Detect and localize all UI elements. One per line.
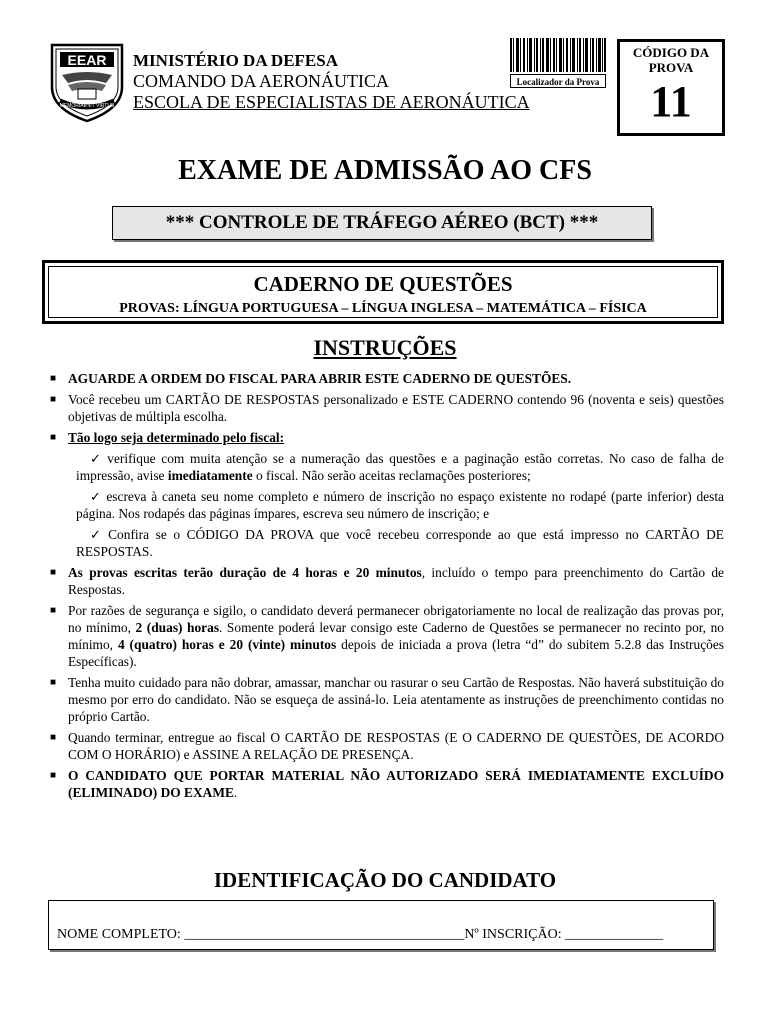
- exam-code-label: CÓDIGO DA PROVA: [632, 45, 710, 75]
- booklet-title: CADERNO DE QUESTÕES: [253, 272, 513, 296]
- sub-item: ✓ escreva à caneta seu nome completo e número de inscrição no espaço existente no rodapé (parte inferior) desta página. Nos rodapés das páginas ímpares, escreva seu número de inscrição; e: [76, 489, 724, 521]
- bullet-icon: ■: [50, 732, 57, 743]
- sub-item: ✓ Confira se o CÓDIGO DA PROVA que você recebeu corresponde ao que está impresso no CARTÃO DE RESPOSTAS.: [76, 527, 724, 559]
- registration-field[interactable]: ______________: [565, 927, 664, 942]
- checkmark-icon: ✓: [90, 451, 104, 466]
- org-line-ministry: MINISTÉRIO DA DEFESA: [133, 51, 338, 70]
- registration-label: Nº INSCRIÇÃO:: [464, 927, 562, 942]
- exam-code-box: [617, 39, 725, 136]
- identification-heading: IDENTIFICAÇÃO DO CANDIDATO: [213, 868, 557, 892]
- list-item: ■ Por razões de segurança e sigilo, o candidato deverá permanecer obrigatoriamente no local de realização das provas por, no mínimo, 2 (duas) horas. Somente poderá levar consigo este Caderno de Questões se permanecer no recinto por, no mínimo, 4 (quatro) horas e 20 (vinte) minutos depois de iniciada a prova (letra “d” do subitem 5.2.8 das Instruções Específicas).: [50, 603, 725, 669]
- org-line-school: ESCOLA DE ESPECIALISTAS DE AERONÁUTICA: [133, 92, 530, 112]
- list-item: ■ Você recebeu um CARTÃO DE RESPOSTAS personalizado e ESTE CADERNO contendo 96 (noventa e seis) questões objetivas de múltipla escolha.: [50, 392, 724, 424]
- exam-subtitle: *** CONTROLE DE TRÁFEGO AÉREO (BCT) ***: [112, 206, 652, 240]
- checkmark-icon: ✓: [90, 489, 103, 504]
- bullet-icon: ■: [50, 605, 57, 616]
- exam-title: EXAME DE ADMISSÃO AO CFS: [178, 155, 592, 186]
- list-item: ■ Tão logo seja determinado pelo fiscal:: [50, 430, 285, 445]
- svg-text:EEAR: EEAR: [67, 52, 107, 68]
- list-item: ■ As provas escritas terão duração de 4 horas e 20 minutos, incluído o tempo para preenchimento do Cartão de Respostas.: [50, 565, 724, 597]
- barcode: [510, 38, 606, 72]
- identification-box: [48, 900, 714, 950]
- list-item: ■ O CANDIDATO QUE PORTAR MATERIAL NÃO AUTORIZADO SERÁ IMEDIATAMENTE EXCLUÍDO (ELIMINADO) DO EXAME.: [50, 768, 724, 800]
- booklet-box: [42, 260, 724, 324]
- list-item: ■ Tenha muito cuidado para não dobrar, amassar, manchar ou rasurar o seu Cartão de Respostas. Não haverá substituição do mesmo por erro do candidato. Não se esqueça de assiná-lo. Leia atentamente as instruções de preenchimento contidas no próprio Cartão.: [50, 675, 724, 724]
- list-item: ■ AGUARDE A ORDEM DO FISCAL PARA ABRIR ESTE CADERNO DE QUESTÕES.: [50, 371, 572, 386]
- bullet-icon: ■: [50, 373, 57, 384]
- org-line-command: COMANDO DA AERONÁUTICA: [133, 71, 390, 91]
- eear-logo: [48, 43, 126, 123]
- checkmark-icon: ✓: [90, 527, 105, 542]
- exam-code-number: 11: [650, 77, 692, 126]
- sub-item: ✓ verifique com muita atenção se a numeração das questões e a paginação estão corretas. No caso de falha de impressão, avise imediatamente o fiscal. Não serão aceitas reclamações posteriores;: [76, 451, 724, 483]
- bullet-icon: ■: [50, 770, 57, 781]
- name-field[interactable]: ________________________________________: [184, 927, 465, 942]
- list-item: ■ Quando terminar, entregue ao fiscal O CARTÃO DE RESPOSTAS (E O CADERNO DE QUESTÕES, DE ACORDO COM O HORÁRIO) e ASSINE A RELAÇÃO DE PRESENÇA.: [50, 730, 724, 762]
- bullet-icon: ■: [50, 394, 57, 405]
- booklet-subjects: PROVAS: LÍNGUA PORTUGUESA – LÍNGUA INGLESA – MATEMÁTICA – FÍSICA: [119, 301, 647, 316]
- instructions-list: [48, 370, 724, 805]
- bullet-icon: ■: [50, 567, 57, 578]
- bullet-icon: ■: [50, 677, 57, 688]
- bullet-icon: ■: [50, 432, 57, 443]
- name-label: NOME COMPLETO:: [57, 927, 181, 942]
- svg-text:MEMORIAE ET VIRTUS: MEMORIAE ET VIRTUS: [59, 103, 115, 109]
- instructions-heading: INSTRUÇÕES: [313, 335, 457, 360]
- locator-label: Localizador da Prova: [510, 74, 606, 88]
